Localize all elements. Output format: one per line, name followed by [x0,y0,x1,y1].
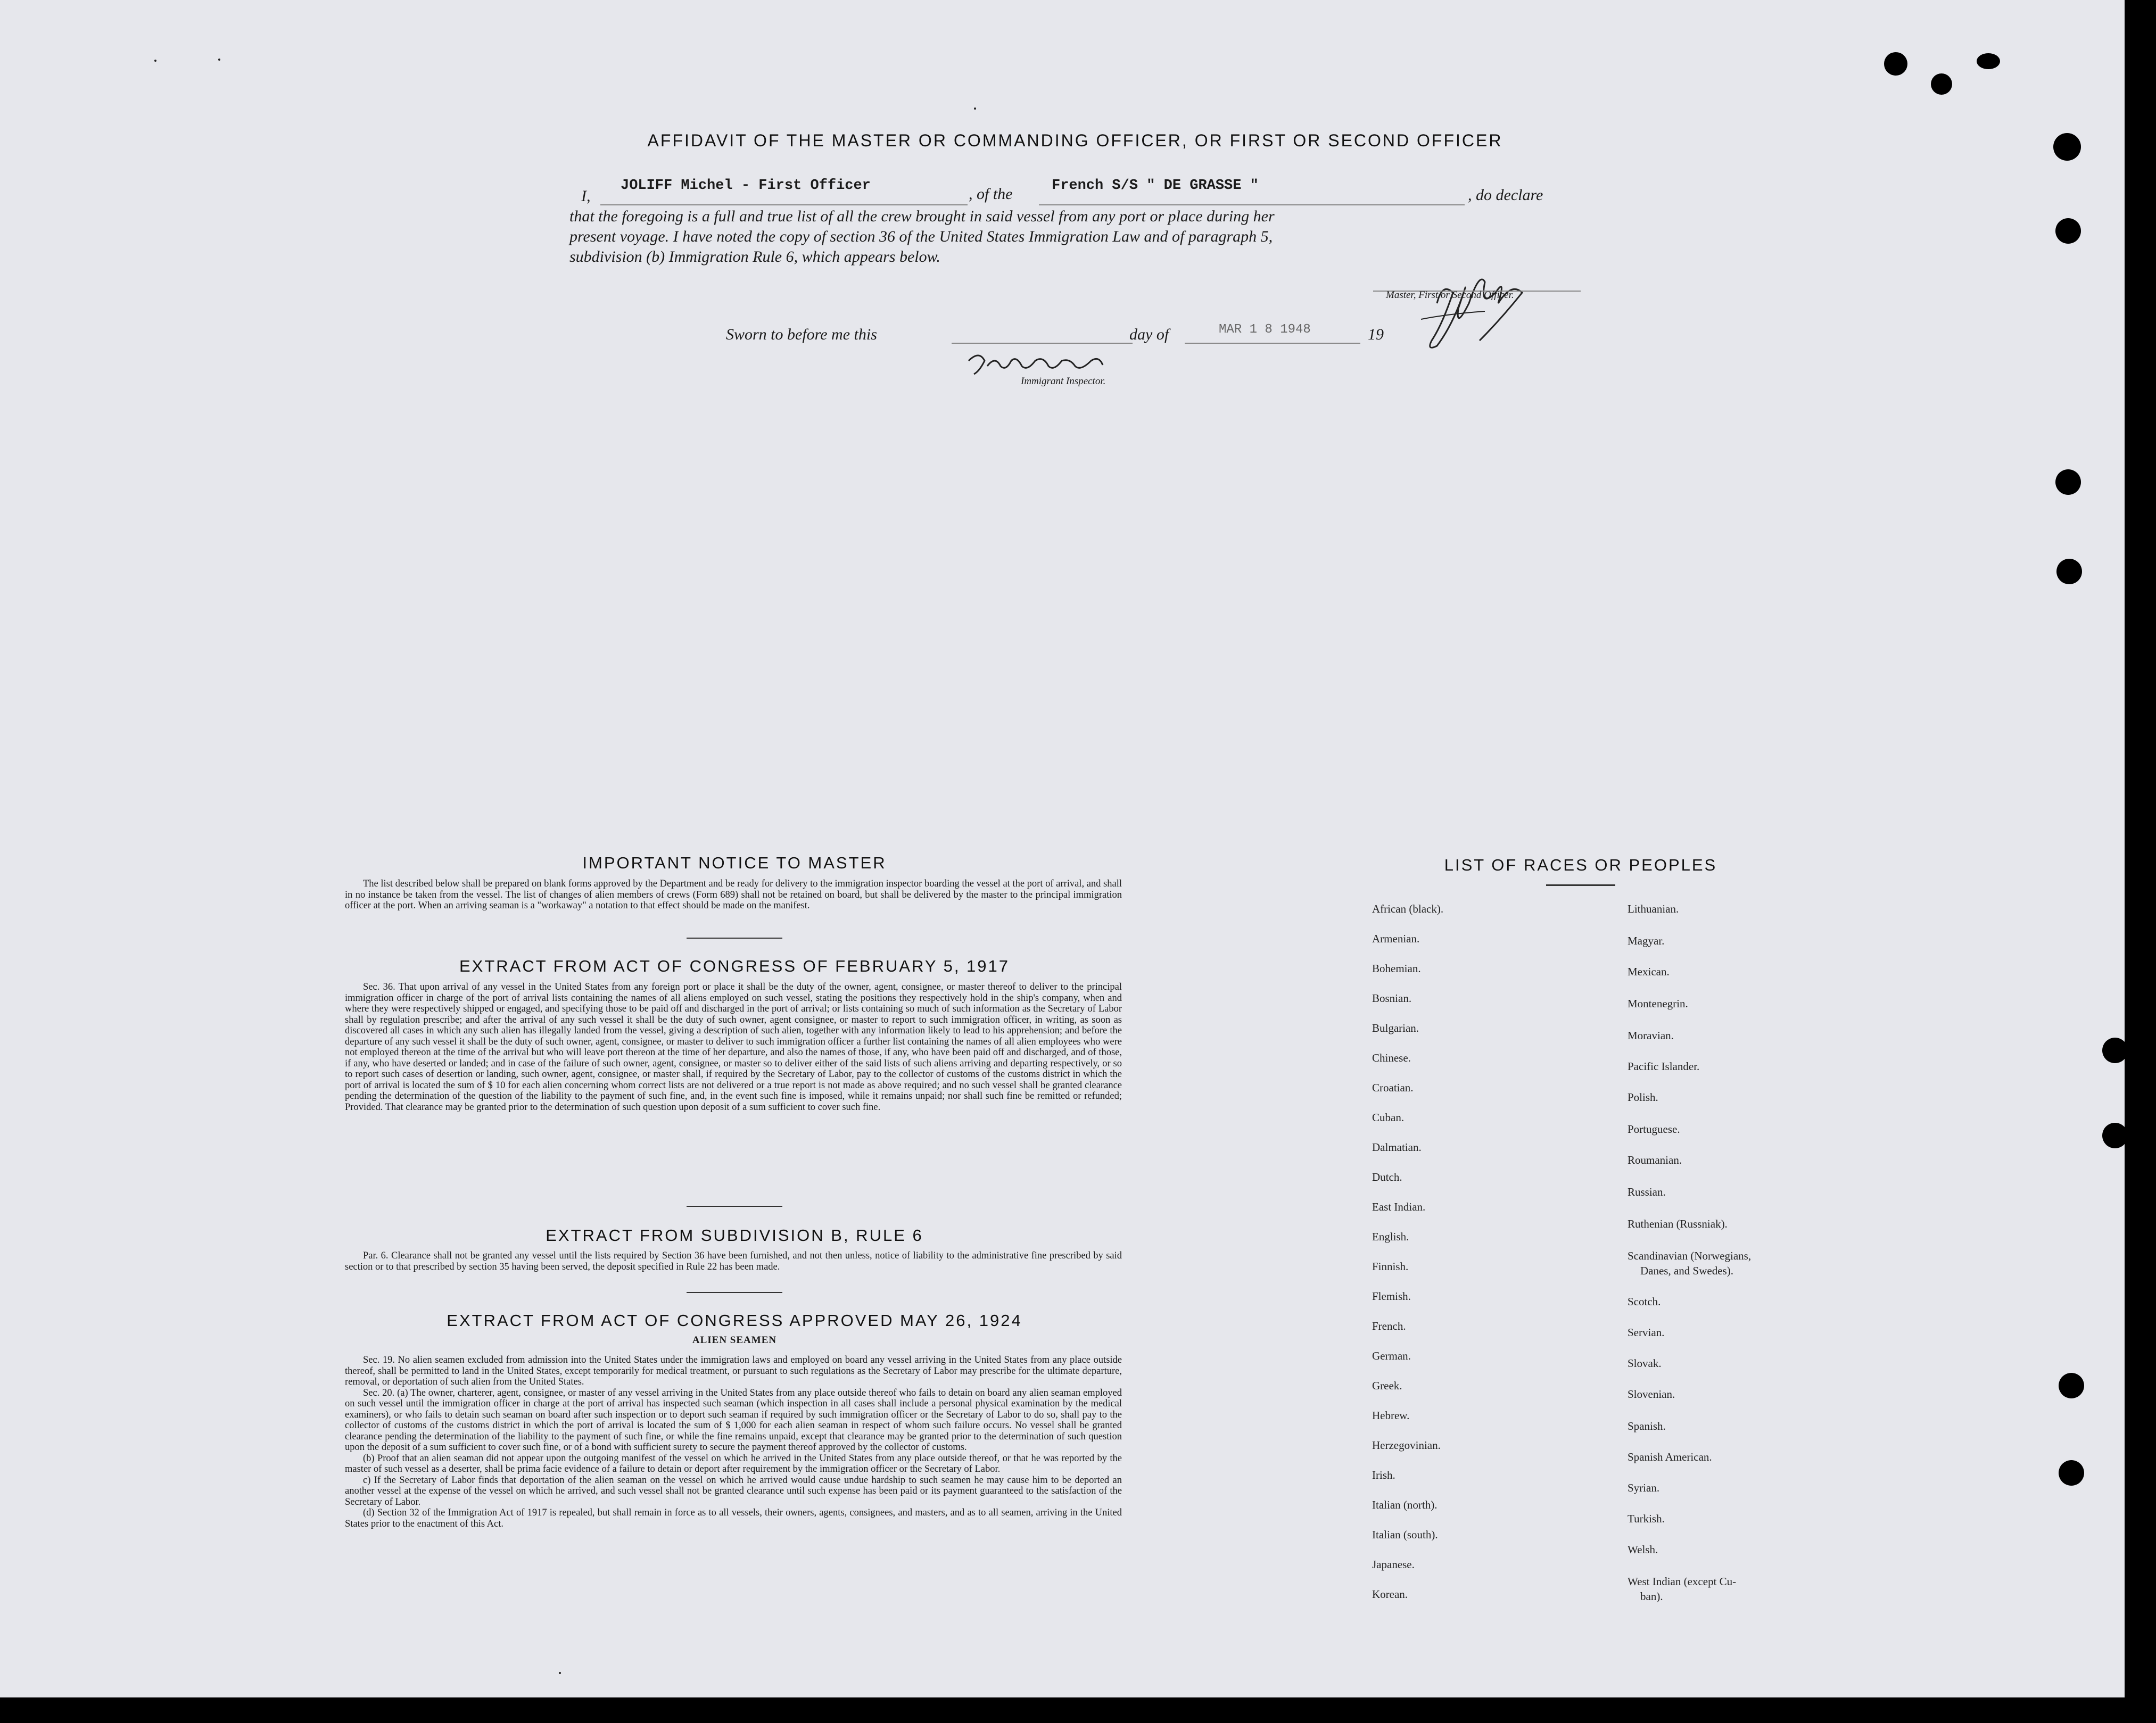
race-item: Roumanian. [1628,1154,1682,1166]
speck [559,1672,561,1674]
race-item: Spanish. [1628,1420,1666,1432]
race-item: Dutch. [1372,1171,1402,1183]
race-item: Scotch. [1628,1295,1661,1308]
race-item: Ruthenian (Russniak). [1628,1217,1728,1230]
race-item: German. [1372,1349,1411,1362]
race-item: Herzegovinian. [1372,1439,1441,1452]
act-1917-text [345,982,1122,1113]
race-item: Magyar. [1628,934,1665,947]
races-divider [1546,884,1615,886]
act-1924-subtitle: ALIEN SEAMEN [692,1335,777,1346]
race-item: West Indian (except Cu- [1628,1575,1737,1588]
of-the-label: , of the [969,185,1013,203]
speck [974,107,976,110]
binder-hole [2053,133,2081,161]
date-stamp: MAR 1 8 1948 [1219,322,1311,337]
act-1917-divider [687,1206,782,1207]
race-item: Syrian. [1628,1481,1660,1494]
officer-name-field [600,204,968,205]
race-item: Spanish American. [1628,1451,1712,1463]
race-item: Russian. [1628,1186,1666,1198]
race-item: African (black). [1372,902,1444,915]
race-item: Danes, and Swedes). [1640,1264,1733,1277]
sworn-month-field [1185,343,1360,344]
race-item: Dalmatian. [1372,1141,1422,1154]
affidavit-pronoun: I, [581,187,591,205]
race-item: East Indian. [1372,1200,1426,1213]
do-declare-label: , do declare [1468,186,1543,204]
race-item: Bosnian. [1372,992,1412,1005]
act-1924-text [345,1355,1122,1529]
race-item: Cuban. [1372,1111,1405,1124]
binder-hole [1884,52,1907,76]
race-item: Korean. [1372,1588,1408,1601]
binder-hole [2055,218,2081,244]
race-item: Slovenian. [1628,1388,1675,1401]
binder-hole [2102,1123,2125,1148]
officer-caption: Master, First or Second Officer. [1386,289,1514,301]
race-item: Italian (north). [1372,1498,1438,1511]
race-item: Japanese. [1372,1558,1415,1571]
speck [218,59,220,61]
race-item: Flemish. [1372,1290,1411,1303]
officer-name: JOLIFF Michel - First Officer [621,178,871,194]
year-prefix: 19 [1368,326,1384,343]
sec-36-paragraph: Sec. 36. That upon arrival of any vessel in the United States from any foreign port or place it shall be the duty of the owner, agent, consignee, or master thereof to deliver to the principal immigration officer in charge of the port of arrival lists containing the names of all aliens employed on such vessel, stating the positions they respectively hold in the ship's company, when and where they were respectively shipped or engaged, and specifying those to be paid off and discharged in the port of arrival; or lists containing so much of such information as the Secretary of Labor shall by regulation prescribe; and after the arrival of any such vessel it shall be the duty of such owner, agent consignee, or master to report to such immigration officer, in writing, as soon as discovered all cases in which any such alien has illegally landed from the vessel, giving a description of such alien, together with any information likely to lead to his apprehension; and before the departure of any such vessel it shall be the duty of such owner, agent, consignee, or master to deliver to such immigration officer a further list containing the names of all alien employees who were not employed thereon at the time of the arrival but who will leave port thereon at the time of her departure, and also the names of those, if any, who have been paid off and discharged, and of those, if any, who have deserted or landed; and in case of the failure of such owner, agent, consignee, or master so to deliver either of the said lists of such aliens arriving and departing respectively, or so to report such cases of desertion or landing, such owner, agent, consignee, or master shall, if required by the Secretary of Labor, pay to the collector of customs of the customs district in which the port of arrival is located the sum of $ 10 for each alien concerning whom correct lists are not delivered or a true report is not made as above required; and no such vessel shall be granted clearance pending the determination of the question of the liability to the payment of such fine, and, in the event such fine is imposed, while it remains unpaid; nor shall such fine be remitted or refunded; Provided. That clearance may be granted prior to the determination of such question upon deposit of a sum sufficient to cover such fine. [345,982,1122,1113]
affidavit-line-4: subdivision (b) Immigration Rule 6, which appears below. [569,248,940,266]
sworn-day-field [952,343,1133,344]
notice-title: IMPORTANT NOTICE TO MASTER [582,854,887,872]
race-item: Bulgarian. [1372,1022,1419,1034]
race-item: Chinese. [1372,1051,1411,1064]
vessel-name: French S/S " DE GRASSE " [1052,178,1259,194]
binder-hole [2055,469,2081,495]
race-item: Slovak. [1628,1357,1662,1370]
par-6-paragraph: Par. 6. Clearance shall not be granted any vessel until the lists required by Section 36 have been furnished, and not then unless, notice of liability to the administrative fine prescribed by said section or to that prescribed by section 35 having been served, the deposit specified in Rule 22 has been made. [345,1250,1122,1272]
races-title: LIST OF RACES OR PEOPLES [1444,856,1717,874]
notice-text [345,879,1122,912]
race-item: Bohemian. [1372,962,1421,975]
affidavit-title: AFFIDAVIT OF THE MASTER OR COMMANDING OFFICER, OR FIRST OR SECOND OFFICER [647,131,1503,150]
binder-hole [2056,559,2082,584]
race-item: Turkish. [1628,1512,1665,1525]
race-item: Welsh. [1628,1543,1658,1556]
race-item: ban). [1640,1590,1663,1603]
race-item: Italian (south). [1372,1528,1438,1541]
race-item: Irish. [1372,1469,1395,1481]
speck [154,60,156,62]
race-item: Finnish. [1372,1260,1409,1273]
race-item: Montenegrin. [1628,997,1688,1010]
race-item: Greek. [1372,1379,1402,1392]
sec-20c-paragraph: c) If the Secretary of Labor finds that deportation of the alien seaman on the vessel on which he arrived would cause undue hardship to such seamen he may cause him to be deported an another vessel at the expense of the vessel on which he arrived, and such vessel shall not be granted clearance until such expense has been paid or its payment guaranteed to the satisfaction of the Secretary of Labor. [345,1475,1122,1507]
race-item: French. [1372,1320,1406,1332]
binder-hole [2102,1038,2125,1063]
act-1924-title: EXTRACT FROM ACT OF CONGRESS APPROVED MAY 26, 1924 [447,1311,1022,1330]
rule-6-text [345,1250,1122,1272]
notice-paragraph: The list described below shall be prepared on blank forms approved by the Department and be ready for delivery to the immigration inspector boarding the vessel at the port of arrival, and shall in no instance be taken from the vessel. The list of changes of alien members of crews (Form 689) shall not be retained on board, but shall be delivered by the master to the principal immigration officer at the port. When an arriving seaman is a "workaway" a notation to that effect should be made on the manifest. [345,879,1122,911]
sec-19-paragraph: Sec. 19. No alien seamen excluded from admission into the United States under the immigration laws and employed on board any vessel arriving in the United States from any place outside thereof, shall be permitted to land in the United States, except temporarily for medical treatment, or pursuant to such regulations as the Secretary of Labor may prescribe for the ultimate departure, removal, or deportation of such alien from the United States. [345,1355,1122,1387]
officer-signature [1405,261,1533,362]
race-item: Armenian. [1372,932,1420,945]
sec-20b-paragraph: (b) Proof that an alien seaman did not appear upon the outgoing manifest of the vessel on which he arrived in the United States from any place outside thereof, or that he was reported by the master of such vessel as a deserter, shall be prima facie evidence of a failure to detain or deport after requirement by the immigration officer or the Secretary of Labor. [345,1453,1122,1475]
race-item: Hebrew. [1372,1409,1410,1422]
race-item: Pacific Islander. [1628,1060,1700,1073]
race-item: Moravian. [1628,1029,1674,1042]
notice-divider [687,938,782,939]
race-item: Lithuanian. [1628,902,1679,915]
sec-20a-paragraph: Sec. 20. (a) The owner, charterer, agent, consignee, or master of any vessel arriving in the United States from any place outside thereof who fails to detain on board any alien seaman employed on such vessel until the immigration officer in charge at the port of arrival has inspected such seaman (which inspection in all cases shall include a personal physical examination by the medical examiners), or who fails to detain such seaman on board after such inspection or to deport such seaman if required by such immigration officer or the Secretary of Labor to do so, shall pay to the collector of customs of the customs district in which the port of arrival is located the sum of $ 1,000 for each alien seaman in respect of whom such failure occurs. No vessel shall be granted clearance pending the determination of the liability to the payment of such fine, or while the fine remains unpaid, except that clearance may be granted prior to the determination of such question upon the deposit of a sum sufficient to cover such fine, or of a bond with sufficient surety to secure the payment thereof approved by the collector of customs. [345,1387,1122,1453]
binder-hole [2059,1373,2084,1398]
rule-6-divider [687,1292,782,1293]
sworn-label: Sworn to before me this [726,326,877,343]
day-of-label: day of [1129,326,1169,343]
affidavit-line-3: present voyage. I have noted the copy of section 36 of the United States Immigration Law and of paragraph 5, [569,228,1273,245]
binder-hole [1931,73,1952,95]
sec-20d-paragraph: (d) Section 32 of the Immigration Act of 1917 is repealed, but shall remain in force as to all vessels, their owners, agents, consignees, and masters, and as to all seamen, arriving in the United States prior to the enactment of this Act. [345,1507,1122,1529]
vessel-field [1039,204,1465,205]
race-item: Scandinavian (Norwegians, [1628,1249,1752,1262]
race-item: Polish. [1628,1091,1658,1104]
rule-6-title: EXTRACT FROM SUBDIVISION B, RULE 6 [546,1226,923,1245]
binder-hole [2059,1460,2084,1486]
race-item: Croatian. [1372,1081,1414,1094]
race-item: English. [1372,1230,1409,1243]
inspector-caption: Immigrant Inspector. [1021,376,1106,387]
binder-hole [1977,53,2000,69]
race-item: Portuguese. [1628,1123,1680,1136]
race-item: Mexican. [1628,965,1670,978]
affidavit-line-2: that the foregoing is a full and true list of all the crew brought in said vessel from any port or place during her [569,208,1275,225]
act-1917-title: EXTRACT FROM ACT OF CONGRESS OF FEBRUARY 5, 1917 [459,957,1010,975]
race-item: Servian. [1628,1326,1665,1339]
